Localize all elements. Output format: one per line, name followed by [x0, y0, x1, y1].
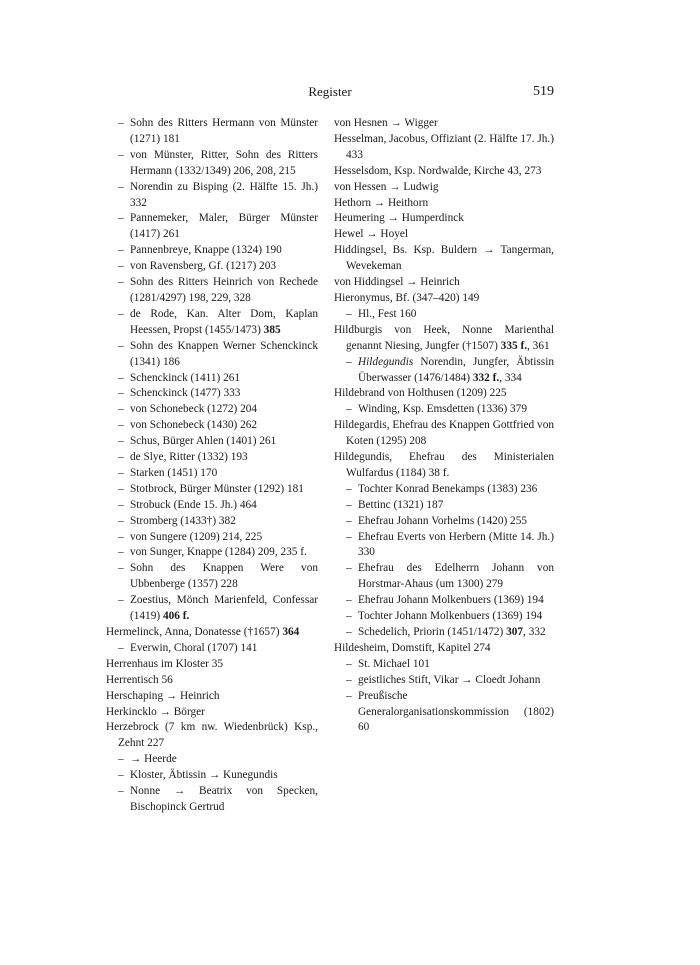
index-subentry	[106, 339, 318, 371]
entry-text: → Heerde	[130, 753, 177, 766]
entry-text: Sohn des Ritters Hermann von Münster (1271) 181	[130, 117, 318, 145]
entry-text: Starken (1451) 170	[130, 466, 218, 479]
index-subentry	[106, 641, 318, 657]
index-subentry	[106, 434, 318, 450]
entry-text: Schenckinck (1411) 261	[130, 371, 241, 384]
index-subentry	[106, 466, 318, 482]
entry-text: von Schonebeck (1272) 204	[130, 403, 258, 416]
page-reference: 332 f.	[472, 371, 500, 384]
index-subentry	[334, 530, 554, 562]
entry-text: Zoestius, Mönch Marienfeld, Confessar (1419)	[130, 594, 318, 623]
entry-text: Ehefrau Johann Vorhelms (1420) 255	[358, 514, 528, 527]
entry-text: Winding, Ksp. Emsdetten (1336) 379	[358, 403, 527, 416]
index-subentry	[106, 180, 318, 212]
index-subentry	[334, 689, 554, 737]
index-subentry	[334, 625, 554, 641]
entry-text: von Schonebeck (1430) 262	[130, 419, 258, 432]
entry-text: Ehefrau Johann Molkenbuers (1369) 194	[358, 594, 544, 607]
entry-text: von Sunger, Knappe (1284) 209, 235 f.	[130, 546, 307, 559]
index-subentry	[106, 450, 318, 466]
entry-text: Hildebrand von Holthusen (1209) 225	[334, 387, 507, 400]
index-subentry	[106, 275, 318, 307]
index-subentry	[106, 386, 318, 402]
entry-text: Hethorn → Heithorn	[334, 196, 429, 209]
entry-text: Herrentisch 56	[106, 673, 173, 686]
page-reference: 335 f.	[500, 339, 528, 352]
index-entry	[106, 673, 318, 689]
running-title: Register	[308, 84, 352, 99]
index-column-right	[334, 116, 554, 736]
index-entry	[334, 132, 554, 164]
entry-text: Herkincklo → Börger	[106, 705, 205, 718]
index-subentry	[106, 514, 318, 530]
entry-text: Hildesheim, Domstift, Kapitel 274	[334, 641, 491, 654]
entry-text: Sohn des Ritters Heinrich von Rechede (1281/4297) 198, 229, 328	[130, 276, 318, 304]
page-number: 519	[533, 84, 554, 99]
entry-text: Pannemeker, Maler, Bürger Münster (1417) 261	[130, 212, 318, 241]
entry-text: Schedelich, Priorin (1451/1472)	[358, 626, 507, 638]
index-subentry	[334, 657, 554, 673]
index-entry	[334, 180, 554, 196]
index-entry	[334, 211, 554, 227]
entry-text: Herzebrock (7 km nw. Wiedenbrück) Ksp., Zehnt 227	[106, 721, 318, 750]
index-entry	[334, 275, 554, 291]
index-entry	[334, 450, 554, 482]
entry-text: von Hessen → Ludwig	[334, 180, 439, 193]
entry-text: Nonne → Beatrix von Specken, Bischopinck Gertrud	[130, 785, 318, 813]
index-subentry	[106, 211, 318, 243]
entry-text: , 332	[523, 626, 546, 638]
index-entry	[106, 657, 318, 673]
entry-text: von Hiddingsel → Heinrich	[334, 276, 460, 289]
index-subentry	[106, 561, 318, 593]
entry-text: de Rode, Kan. Alter Dom, Kaplan Heessen, Propst (1455/1473)	[130, 307, 318, 336]
page-reference: 406 f.	[162, 610, 190, 623]
entry-text: Hewel → Hoyel	[334, 228, 409, 241]
index-subentry	[106, 498, 318, 514]
index-subentry	[106, 259, 318, 275]
entry-text: Herschaping → Heinrich	[106, 689, 220, 702]
index-subentry	[334, 402, 554, 418]
entry-text: Norendin, Jungfer, Äbtissin Überwasser (1476/1484)	[358, 355, 554, 384]
entry-text: Ehefrau Everts von Herbern (Mitte 14. Jh.) 330	[358, 530, 554, 559]
entry-text: Bettinc (1321) 187	[358, 498, 444, 511]
entry-text: Hildegundis, Ehefrau des Ministerialen Wulfardus (1184) 38 f.	[334, 451, 554, 479]
index-entry	[106, 705, 318, 721]
entry-text: , 334	[499, 371, 522, 384]
entry-text: Heumering → Humperdinck	[334, 212, 464, 225]
index-entry	[106, 625, 318, 641]
entry-text: Schenckinck (1477) 333	[130, 387, 241, 400]
index-subentry	[334, 498, 554, 514]
entry-text: von Hesnen → Wigger	[334, 117, 438, 129]
entry-text: Herrenhaus im Kloster 35	[106, 657, 224, 670]
index-entry	[334, 291, 554, 307]
index-subentry	[106, 402, 318, 418]
entry-text: Kloster, Äbtissin → Kunegundis	[130, 769, 278, 782]
index-subentry	[106, 545, 318, 561]
index-subentry	[334, 609, 554, 625]
entry-text: Hermelinck, Anna, Donatesse (†1657)	[106, 626, 283, 638]
entry-text: Hl., Fest 160	[358, 307, 417, 320]
index-subentry	[106, 116, 318, 148]
entry-text: von Ravensberg, Gf. (1217) 203	[130, 260, 276, 273]
entry-text: Stotbrock, Bürger Münster (1292) 181	[130, 482, 304, 495]
index-subentry	[106, 784, 318, 816]
index-subentry	[106, 768, 318, 784]
index-entry	[334, 418, 554, 450]
entry-text: von Sungere (1209) 214, 225	[130, 530, 263, 543]
index-column-left	[106, 116, 318, 816]
entry-text: Schus, Bürger Ahlen (1401) 261	[130, 435, 277, 448]
index-entry	[334, 164, 554, 180]
index-subentry	[106, 243, 318, 259]
index-subentry	[106, 482, 318, 498]
index-subentry	[106, 307, 318, 339]
entry-text: Strobuck (Ende 15. Jh.) 464	[130, 498, 257, 511]
index-entry	[334, 386, 554, 402]
index-subentry	[334, 673, 554, 689]
entry-text: Tochter Konrad Benekamps (1383) 236	[358, 482, 538, 495]
index-subentry	[106, 593, 318, 625]
emphasized-name: Hildegundis	[358, 355, 414, 368]
index-entry	[334, 116, 554, 132]
index-subentry	[334, 561, 554, 593]
entry-text: Pannenbreye, Knappe (1324) 190	[130, 244, 282, 257]
page-reference: 364	[282, 626, 300, 638]
index-entry	[106, 689, 318, 705]
index-subentry	[334, 355, 554, 387]
entry-text: Hesselsdom, Ksp. Nordwalde, Kirche 43, 273	[334, 164, 542, 177]
entry-text: Everwin, Choral (1707) 141	[130, 641, 258, 654]
index-subentry	[106, 530, 318, 546]
entry-text: Hieronymus, Bf. (347–420) 149	[334, 291, 480, 304]
index-subentry	[334, 593, 554, 609]
entry-text: Hiddingsel, Bs. Ksp. Buldern → Tangerman, Wevekeman	[334, 244, 554, 273]
index-entry	[334, 227, 554, 243]
index-subentry	[106, 371, 318, 387]
entry-text: de Slye, Ritter (1332) 193	[130, 451, 248, 464]
entry-text: von Münster, Ritter, Sohn des Ritters Hermann (1332/1349) 206, 208, 215	[130, 148, 318, 177]
index-subentry	[106, 752, 318, 768]
index-subentry	[106, 418, 318, 434]
entry-text: Norendin zu Bisping (2. Hälfte 15. Jh.) 332	[130, 180, 318, 209]
entry-text: Hesselman, Jacobus, Offiziant (2. Hälfte 17. Jh.) 433	[334, 132, 554, 161]
index-entry	[334, 641, 554, 657]
entry-text: Hildegardis, Ehefrau des Knappen Gottfried von Koten (1295) 208	[334, 419, 554, 448]
running-header	[106, 84, 554, 104]
index-subentry	[106, 148, 318, 180]
entry-text: Tochter Johann Molkenbuers (1369) 194	[358, 610, 543, 623]
entry-text: Sohn des Knappen Were von Ubbenberge (1357) 228	[130, 562, 318, 591]
entry-text: Ehefrau des Edelherrn Johann von Horstmar-Ahaus (um 1300) 279	[358, 562, 554, 591]
entry-text: Preußische Generalorganisationskommission (1802) 60	[358, 689, 554, 734]
entry-text: Sohn des Knappen Werner Schenckinck (1341) 186	[130, 339, 318, 368]
entry-text: St. Michael 101	[358, 657, 430, 670]
index-subentry	[334, 514, 554, 530]
index-entry	[334, 243, 554, 275]
index-subentry	[334, 482, 554, 498]
entry-text: geistliches Stift, Vikar → Cloedt Johann	[358, 673, 541, 686]
index-subentry	[334, 307, 554, 323]
entry-text: Stromberg (1433†) 382	[130, 514, 236, 527]
page-reference: 385	[263, 323, 281, 336]
entry-text: , 361	[527, 339, 550, 352]
index-entry	[334, 323, 554, 355]
page-reference: 307	[506, 626, 524, 638]
entry-text: Hildburgis von Heek, Nonne Marienthal genannt Niesing, Jungfer (†1507)	[334, 323, 554, 352]
index-entry	[334, 196, 554, 212]
index-entry	[106, 720, 318, 752]
